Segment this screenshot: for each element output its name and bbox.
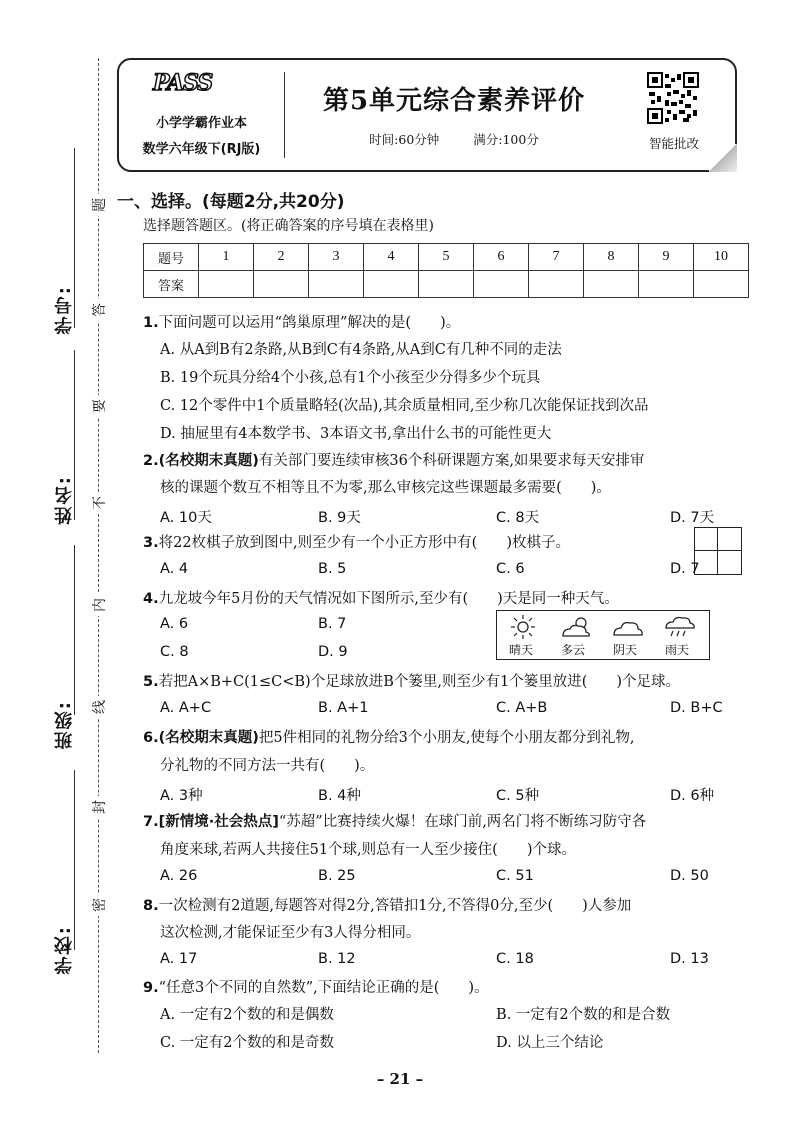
- option-d[interactable]: D. 抽屉里有4本数学书、3本语文书,拿出什么书的可能性更大: [160, 426, 552, 442]
- option-b[interactable]: B. 一定有2个数的和是合数: [496, 1007, 671, 1023]
- exam-score: 满分:100分: [473, 132, 539, 147]
- question-text: 若把A×B+C(1≤C<B)个足球放进B个篓里,则至少有1个篓里放进( )个足球。: [158, 674, 681, 690]
- question-number-cell: 4: [364, 244, 419, 271]
- seal-char: 密: [89, 894, 109, 916]
- question-number-cell: 1: [199, 244, 254, 271]
- question-tag: [新情境·社会热点]: [158, 814, 279, 830]
- question-text: 把5件相同的礼物分给3个小朋友,使每个小朋友都分到礼物,: [258, 730, 635, 746]
- table-header-cell: 答案: [144, 271, 199, 298]
- option-c[interactable]: C. 8: [160, 644, 189, 660]
- margin-line: [74, 770, 75, 950]
- option-a[interactable]: A. 17: [160, 951, 198, 967]
- weather-label: 阴天: [613, 643, 638, 657]
- seal-char: 不: [89, 492, 109, 514]
- option-d[interactable]: D. 7: [670, 561, 700, 577]
- question-number-cell: 8: [584, 244, 639, 271]
- answer-cell[interactable]: [584, 271, 639, 298]
- question-number: 1.: [143, 315, 159, 331]
- header-box: [117, 58, 737, 172]
- question-tag: (名校期末真题): [158, 730, 259, 746]
- exam-meta: [284, 130, 624, 148]
- school-label: 学校:: [54, 925, 75, 975]
- answer-cell[interactable]: [529, 271, 584, 298]
- answer-cell[interactable]: [254, 271, 309, 298]
- question-text: 将22枚棋子放到图中,则至少有一个小正方形中有( )枚棋子。: [158, 535, 570, 551]
- question-1: [143, 313, 460, 333]
- question-text-cont: 分礼物的不同方法一共有( )。: [160, 758, 375, 774]
- option-a[interactable]: A. 3种: [160, 788, 203, 804]
- qr-code-icon[interactable]: [647, 72, 699, 124]
- question-number: 9.: [143, 980, 159, 996]
- option-b[interactable]: B. 9天: [318, 510, 361, 526]
- rainy-icon: [663, 614, 697, 640]
- answer-cell[interactable]: [309, 271, 364, 298]
- option-a[interactable]: A. 10天: [160, 510, 212, 526]
- question-text-cont: 这次检测,才能保证至少有3人得分相同。: [160, 925, 421, 941]
- question-number-cell: 7: [529, 244, 584, 271]
- student-name-label: 姓名:: [54, 475, 75, 525]
- option-d[interactable]: D. 以上三个结论: [496, 1035, 604, 1051]
- question-number: 2.: [143, 453, 159, 469]
- option-c[interactable]: C. 51: [496, 868, 534, 884]
- book-name: 小学学霸作业本: [155, 116, 247, 131]
- book-edition: 数学六年级下(RJ版): [142, 142, 261, 157]
- seal-char: 内: [89, 594, 109, 616]
- page-title: 第5单元综合素养评价: [322, 86, 586, 116]
- option-d[interactable]: D. 13: [670, 951, 709, 967]
- option-c[interactable]: C. 一定有2个数的和是奇数: [160, 1035, 335, 1051]
- answer-cell[interactable]: [364, 271, 419, 298]
- question-number: 4.: [143, 591, 159, 607]
- answer-cell[interactable]: [199, 271, 254, 298]
- option-b[interactable]: B. 12: [318, 951, 356, 967]
- question-number: 5.: [143, 674, 159, 690]
- answer-cell[interactable]: [474, 271, 529, 298]
- table-row: [144, 244, 749, 271]
- question-number-cell: 6: [474, 244, 529, 271]
- question-8: [143, 896, 631, 916]
- option-a[interactable]: A. 一定有2个数的和是偶数: [160, 1007, 334, 1023]
- option-b[interactable]: B. 7: [318, 616, 347, 632]
- question-7: [143, 812, 646, 832]
- question-number: 7.: [143, 814, 159, 830]
- weather-label: 雨天: [665, 643, 690, 657]
- option-d[interactable]: D. 9: [318, 644, 348, 660]
- exam-time: 时间:60分钟: [369, 132, 440, 147]
- question-number-cell: 5: [419, 244, 474, 271]
- question-number: 6.: [143, 730, 159, 746]
- question-9: [143, 978, 489, 998]
- weather-label: 多云: [561, 643, 586, 657]
- option-c[interactable]: C. 12个零件中1个质量略轻(次品),其余质量相同,至少称几次能保证找到次品: [160, 398, 649, 414]
- option-d[interactable]: D. 7天: [670, 510, 715, 526]
- option-a[interactable]: A. 4: [160, 561, 189, 577]
- option-b[interactable]: B. 19个玩具分给4个小孩,总有1个小孩至少分得多少个玩具: [160, 370, 541, 386]
- seal-char: 线: [89, 696, 109, 718]
- smart-grading-label: 智能批改: [648, 136, 699, 151]
- option-a[interactable]: A. A+C: [160, 700, 212, 716]
- option-a[interactable]: A. 从A到B有2条路,从B到C有4条路,从A到C有几种不同的走法: [160, 342, 562, 358]
- question-6: [143, 728, 635, 748]
- option-a[interactable]: A. 6: [160, 616, 189, 632]
- option-b[interactable]: B. A+1: [318, 700, 369, 716]
- option-c[interactable]: C. 5种: [496, 788, 540, 804]
- answer-cell[interactable]: [419, 271, 474, 298]
- question-text: “苏超”比赛持续火爆！在球门前,两名门将不断练习防守各: [278, 814, 647, 830]
- option-b[interactable]: B. 25: [318, 868, 356, 884]
- sunny-icon: [509, 614, 537, 640]
- option-c[interactable]: C. A+B: [496, 700, 548, 716]
- seal-char: 要: [89, 395, 109, 417]
- class-label: 班级:: [54, 700, 75, 750]
- four-square-grid: [694, 527, 742, 575]
- question-text: “任意3个不同的自然数”,下面结论正确的是( )。: [158, 980, 489, 996]
- option-a[interactable]: A. 26: [160, 868, 198, 884]
- question-text: 一次检测有2道题,每题答对得2分,答错扣1分,不答得0分,至少( )人参加: [158, 898, 632, 914]
- option-c[interactable]: C. 6: [496, 561, 525, 577]
- seal-char: 封: [89, 796, 109, 818]
- option-c[interactable]: C. 8天: [496, 510, 540, 526]
- page-number: – 21 –: [376, 1070, 424, 1088]
- question-text: 九龙坡今年5月份的天气情况如下图所示,至少有( )天是同一种天气。: [158, 591, 619, 607]
- answer-area-note: 选择题答题区。(将正确答案的序号填在表格里): [143, 218, 434, 234]
- question-text: 有关部门要连续审核36个科研课题方案,如果要求每天安排审: [258, 453, 645, 469]
- weather-chart: [496, 610, 710, 660]
- question-number-cell: 2: [254, 244, 309, 271]
- cloudy-icon: [611, 616, 645, 638]
- answer-table: [143, 243, 749, 298]
- question-number-cell: 3: [309, 244, 364, 271]
- question-text-cont: 角度来球,若两人共接住51个球,则总有一人至少接住( )个球。: [160, 842, 576, 858]
- question-number-cell: 10: [694, 244, 749, 271]
- question-2: [143, 451, 644, 471]
- question-text-cont: 核的课题个数互不相等且不为零,那么审核完这些课题最多需要( )。: [160, 480, 611, 496]
- question-text: 下面问题可以运用“鸽巢原理”解决的是( )。: [158, 315, 461, 331]
- option-b[interactable]: B. 5: [318, 561, 347, 577]
- question-4: [143, 589, 619, 609]
- option-b[interactable]: B. 4种: [318, 788, 361, 804]
- question-number: 8.: [143, 898, 159, 914]
- option-d[interactable]: D. B+C: [670, 700, 723, 716]
- table-row: [144, 271, 749, 298]
- question-number-cell: 9: [639, 244, 694, 271]
- option-c[interactable]: C. 18: [496, 951, 534, 967]
- partly-cloudy-icon: [559, 614, 593, 640]
- question-5: [143, 672, 680, 692]
- pass-logo: PASS: [153, 70, 213, 96]
- answer-cell[interactable]: [694, 271, 749, 298]
- seal-char: 题: [89, 194, 109, 216]
- seal-char: 答: [89, 299, 109, 321]
- section-heading: 一、选择。(每题2分,共20分): [117, 192, 345, 212]
- margin-line: [74, 545, 75, 715]
- table-header-cell: 题号: [144, 244, 199, 271]
- question-3: [143, 533, 570, 553]
- option-d[interactable]: D. 50: [670, 868, 709, 884]
- question-tag: (名校期末真题): [158, 453, 259, 469]
- answer-cell[interactable]: [639, 271, 694, 298]
- weather-label: 晴天: [509, 643, 534, 657]
- question-number: 3.: [143, 535, 159, 551]
- student-id-label: 学号:: [54, 285, 75, 335]
- option-d[interactable]: D. 6种: [670, 788, 715, 804]
